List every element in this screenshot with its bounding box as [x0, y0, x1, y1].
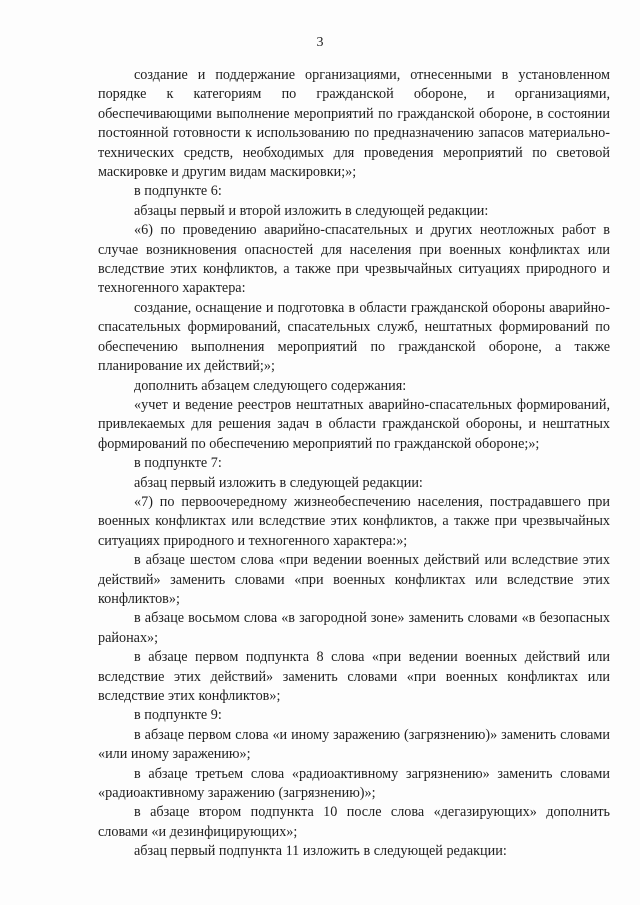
paragraph: «учет и ведение реестров нештатных аварийно-спасательных формирований, привлекаемых для решения задач в области гражданской обороны, и нештатных формирований по обеспечению мероприятий по гражданской обороне;»; — [98, 396, 610, 452]
paragraph: в абзаце втором подпункта 10 после слова «дегазирующих» дополнить словами «и дезинфицирующих»; — [98, 804, 610, 840]
paragraph: в абзаце третьем слова «радиоактивному загрязнению» заменить словами «радиоактивному заражению (загрязнению)»; — [98, 765, 610, 802]
document-body — [98, 66, 610, 862]
paragraph: абзац первый подпункта 11 изложить в следующей редакции: — [134, 843, 507, 860]
paragraph: «6) по проведению аварийно-спасательных и других неотложных работ в случае возникновения опасностей для населения при военных конфликтах или вследствие этих конфликтов, а также при чрезвычайных ситуациях природного и техногенного характера: — [98, 222, 610, 297]
page-number: 3 — [316, 35, 324, 50]
paragraph: создание и поддержание организациями, отнесенными в установленном порядке к категориям по гражданской обороне, и организациями, обеспечивающими выполнение мероприятий по гражданской обороне, в состоянии постоянной готовности к использованию по предназначению запасов материально-технических средств, необходимых для проведения мероприятий по световой маскировке и другим видам маскировки;»; — [98, 67, 610, 181]
paragraph: создание, оснащение и подготовка в области гражданской обороны аварийно-спасательных формирований, спасательных служб, нештатных формирований по обеспечению выполнения мероприятий по гражданской обороне, а также планирование их действий;»; — [98, 299, 610, 375]
paragraph: «7) по первоочередному жизнеобеспечению населения, пострадавшего при военных конфликтах или вследствие этих конфликтов, а также при чрезвычайных ситуациях природного и техногенного характера:»; — [98, 493, 610, 549]
paragraph: в подпункте 9: — [134, 707, 222, 724]
paragraph: абзацы первый и второй изложить в следующей редакции: — [134, 202, 489, 219]
paragraph: в абзаце первом слова «и иному заражению (загрязнению)» заменить словами «или иному заражению»; — [98, 726, 610, 763]
paragraph: абзац первый изложить в следующей редакции: — [134, 474, 423, 491]
paragraph: в подпункте 6: — [134, 183, 222, 200]
paragraph: дополнить абзацем следующего содержания: — [134, 377, 407, 394]
paragraph: в подпункте 7: — [134, 455, 222, 472]
paragraph: в абзаце первом подпункта 8 слова «при ведении военных действий или вследствие этих действий» заменить словами «при военных конфликтах или вследствие этих конфликтов»; — [98, 649, 610, 704]
paragraph: в абзаце шестом слова «при ведении военных действий или вследствие этих действий» заменить словами «при военных конфликтах или вследствие этих конфликтов»; — [98, 552, 610, 607]
paragraph: в абзаце восьмом слова «в загородной зоне» заменить словами «в безопасных районах»; — [98, 610, 610, 646]
